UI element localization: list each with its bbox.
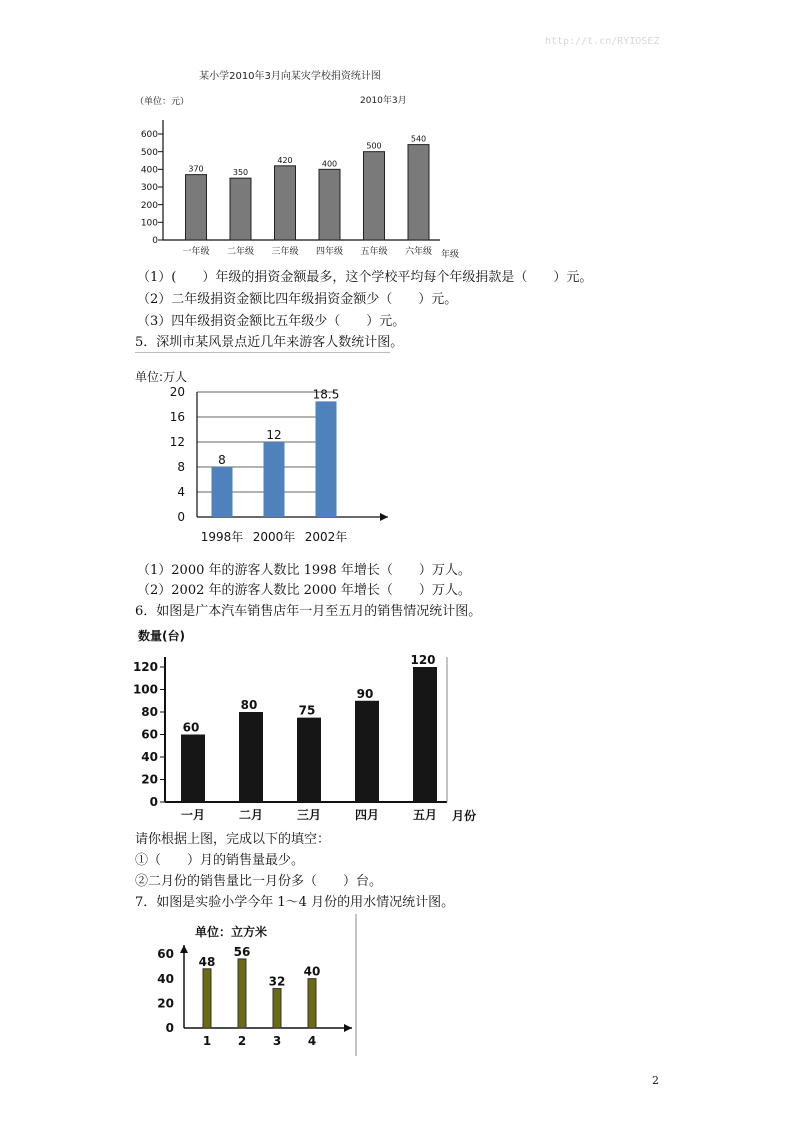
x-tick-label: 2002年 — [304, 530, 348, 544]
y-axis-arrow — [180, 945, 188, 953]
data-label: 56 — [233, 944, 251, 959]
chart-subtitle: 2010年3月 — [360, 96, 407, 106]
y-tick-label: 20 — [169, 385, 185, 400]
data-label: 40 — [303, 964, 321, 979]
data-label: 400 — [321, 159, 338, 169]
data-label: 370 — [188, 164, 204, 174]
x-tick-label: 3 — [272, 1034, 282, 1048]
data-label: 75 — [298, 703, 316, 718]
y-tick-label: 8 — [177, 460, 185, 475]
y-tick-label: 0 — [152, 236, 158, 247]
x-tick-label: 2000年 — [252, 530, 296, 544]
y-axis-label: （单位：元） — [135, 97, 190, 107]
y-axis-label: 单位:万人 — [135, 370, 188, 384]
y-tick-label: 40 — [157, 971, 174, 986]
question-6-1: ①（ ）月的销售量最少。 — [135, 853, 305, 868]
bar — [238, 959, 246, 1028]
data-label: 32 — [268, 974, 286, 989]
y-tick-label: 16 — [169, 410, 185, 425]
question-5-1: （1）2000 年的游客人数比 1998 年增长（ ）万人。 — [137, 563, 471, 578]
y-tick-label: 400 — [140, 165, 158, 176]
y-tick-label: 120 — [132, 660, 158, 675]
question-4-2: （2）二年级捐资金额比四年级捐资金额少（ ）元。 — [137, 292, 458, 307]
bar — [273, 989, 281, 1028]
data-label: 120 — [410, 653, 436, 667]
y-tick-label: 0 — [177, 510, 185, 525]
y-tick-label: 40 — [141, 750, 158, 765]
x-tick-label: 2 — [237, 1034, 247, 1048]
x-tick-label: 4 — [307, 1034, 317, 1048]
question-4-3: （3）四年级捐资金额比五年级少（ ）元。 — [137, 314, 406, 329]
page-number: 2 — [652, 1074, 659, 1087]
y-tick-label: 4 — [177, 485, 185, 500]
question-6-2: ②二月份的销售量比一月份多（ ）台。 — [135, 874, 383, 889]
y-tick-label: 100 — [140, 218, 158, 229]
x-tick-label: 五月 — [412, 808, 438, 822]
section-5-heading: 5．深圳市某风景点近几年来游客人数统计图。 — [135, 335, 404, 350]
x-tick-label: 三年级 — [271, 247, 299, 257]
x-tick-label: 1 — [202, 1034, 212, 1048]
x-tick-label: 四月 — [354, 808, 380, 822]
y-tick-label: 60 — [157, 947, 174, 962]
data-label: 8 — [218, 453, 226, 467]
y-tick-label: 200 — [140, 200, 158, 211]
data-label: 80 — [240, 698, 258, 712]
x-tick-label: 四年级 — [315, 247, 344, 257]
data-label: 60 — [182, 720, 200, 735]
y-axis-label: 单位：立方米 — [195, 925, 268, 939]
y-axis-label: 数量(台) — [138, 629, 185, 643]
y-tick-label: 500 — [140, 147, 158, 158]
x-axis-arrow — [344, 1024, 352, 1032]
y-tick-label: 12 — [169, 435, 185, 450]
question-5-2: （2）2002 年的游客人数比 2000 年增长（ ）万人。 — [137, 583, 471, 598]
x-tick-label: 六年级 — [404, 247, 433, 257]
y-tick-label: 100 — [132, 682, 158, 697]
section-7-heading: 7．如图是实验小学今年 1～4 月份的用水情况统计图。 — [135, 895, 455, 910]
bar — [308, 979, 316, 1028]
section-6-heading: 6．如图是广本汽车销售店年一月至五月的销售情况统计图。 — [135, 604, 482, 619]
watermark-url: http://t.cn/RYIOSEZ — [545, 36, 660, 47]
y-tick-label: 600 — [140, 130, 158, 141]
x-axis-label: 月份 — [452, 809, 477, 823]
data-label: 90 — [356, 686, 374, 701]
y-tick-label: 80 — [141, 705, 158, 720]
data-label: 18.5 — [312, 387, 340, 402]
question-4-1: （1）( ）年级的捐资金额最多，这个学校平均每个年级捐款是（ ）元。 — [137, 270, 593, 285]
x-tick-label: 二月 — [238, 808, 264, 822]
y-tick-label: 20 — [157, 996, 174, 1011]
y-tick-label: 0 — [165, 1021, 174, 1036]
data-label: 350 — [232, 168, 249, 178]
data-label: 540 — [410, 134, 427, 144]
x-tick-label: 一年级 — [182, 247, 210, 257]
x-axis-label: 年级 — [441, 250, 460, 260]
y-tick-label: 60 — [141, 727, 158, 742]
x-tick-label: 1998年 — [200, 530, 244, 544]
question-6-intro: 请你根据上图，完成以下的填空： — [135, 832, 331, 847]
bar — [203, 969, 211, 1028]
x-tick-label: 二年级 — [226, 247, 255, 257]
data-label: 12 — [266, 428, 282, 442]
x-tick-label: 三月 — [296, 808, 322, 822]
y-tick-label: 0 — [149, 795, 158, 810]
y-tick-label: 20 — [141, 772, 158, 787]
chart-title: 某小学2010年3月向某灾学校捐资统计图 — [199, 71, 381, 82]
data-label: 500 — [366, 141, 382, 151]
data-label: 48 — [198, 954, 216, 969]
x-tick-label: 一月 — [180, 808, 206, 822]
y-tick-label: 300 — [140, 183, 158, 194]
data-label: 420 — [277, 155, 293, 165]
x-tick-label: 五年级 — [360, 247, 388, 257]
